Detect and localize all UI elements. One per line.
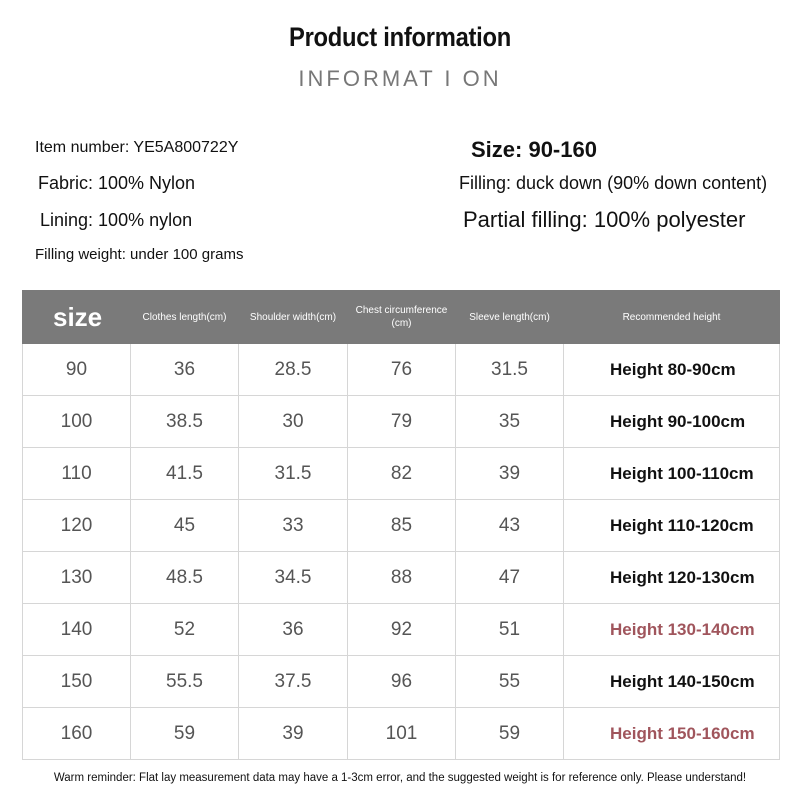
chest-cell: 85 [348, 500, 456, 552]
table-row [23, 500, 780, 552]
length-cell: 41.5 [131, 448, 239, 500]
sleeve-cell: 31.5 [456, 344, 564, 396]
chest-cell: 96 [348, 656, 456, 708]
table-row [23, 344, 780, 396]
height-cell: Height 100-110cm [564, 448, 780, 500]
sleeve-cell: 55 [456, 656, 564, 708]
length-cell: 55.5 [131, 656, 239, 708]
height-cell: Height 110-120cm [564, 500, 780, 552]
column-header: Chest circumference (cm) [348, 291, 456, 344]
sleeve-cell: 39 [456, 448, 564, 500]
table-row [23, 708, 780, 760]
length-cell: 52 [131, 604, 239, 656]
column-header: Clothes length(cm) [131, 291, 239, 344]
column-header: Shoulder width(cm) [239, 291, 348, 344]
shoulder-cell: 36 [239, 604, 348, 656]
page-title: Product information [288, 22, 512, 52]
height-cell: Height 130-140cm [564, 604, 780, 656]
shoulder-cell: 28.5 [239, 344, 348, 396]
height-cell: Height 80-90cm [564, 344, 780, 396]
shoulder-cell: 34.5 [239, 552, 348, 604]
size-cell: 140 [23, 604, 131, 656]
table-row [23, 604, 780, 656]
column-header: Sleeve length(cm) [456, 291, 564, 344]
shoulder-cell: 37.5 [239, 656, 348, 708]
shoulder-cell: 33 [239, 500, 348, 552]
size-cell: 150 [23, 656, 131, 708]
shoulder-cell: 31.5 [239, 448, 348, 500]
size-cell: 90 [23, 344, 131, 396]
table-row [23, 656, 780, 708]
size-cell: 110 [23, 448, 131, 500]
length-cell: 59 [131, 708, 239, 760]
chest-cell: 82 [348, 448, 456, 500]
chest-cell: 101 [348, 708, 456, 760]
chest-cell: 76 [348, 344, 456, 396]
sleeve-cell: 43 [456, 500, 564, 552]
length-cell: 48.5 [131, 552, 239, 604]
warm-reminder: Warm reminder: Flat lay measurement data may have a 1-3cm error, and the suggested weight is for reference only. Please understand! [53, 772, 747, 784]
size-cell: 120 [23, 500, 131, 552]
sleeve-cell: 47 [456, 552, 564, 604]
chest-cell: 88 [348, 552, 456, 604]
chest-cell: 79 [348, 396, 456, 448]
column-header: Recommended height [564, 291, 780, 344]
shoulder-cell: 30 [239, 396, 348, 448]
size-cell: 160 [23, 708, 131, 760]
length-cell: 36 [131, 344, 239, 396]
sleeve-cell: 59 [456, 708, 564, 760]
height-cell: Height 90-100cm [564, 396, 780, 448]
size-range: Size: 90-160 [471, 137, 597, 162]
table-row [23, 448, 780, 500]
table-header-row [23, 291, 780, 344]
sleeve-cell: 35 [456, 396, 564, 448]
item-number: Item number: YE5A800722Y [35, 139, 239, 156]
table-row [23, 396, 780, 448]
shoulder-cell: 39 [239, 708, 348, 760]
lining-info: Lining: 100% nylon [40, 210, 193, 230]
height-cell: Height 150-160cm [564, 708, 780, 760]
filling-weight-info: Filling weight: under 100 grams [35, 246, 244, 263]
table-row [23, 552, 780, 604]
filling-info: Filling: duck down (90% down content) [459, 173, 768, 193]
height-cell: Height 140-150cm [564, 656, 780, 708]
length-cell: 45 [131, 500, 239, 552]
size-cell: 100 [23, 396, 131, 448]
page-subtitle: INFORMAT I ON [298, 66, 502, 91]
chest-cell: 92 [348, 604, 456, 656]
sleeve-cell: 51 [456, 604, 564, 656]
size-cell: 130 [23, 552, 131, 604]
partial-filling-info: Partial filling: 100% polyester [463, 207, 746, 232]
length-cell: 38.5 [131, 396, 239, 448]
fabric-info: Fabric: 100% Nylon [38, 173, 196, 193]
column-header: size [23, 291, 131, 344]
size-table [22, 290, 780, 760]
height-cell: Height 120-130cm [564, 552, 780, 604]
